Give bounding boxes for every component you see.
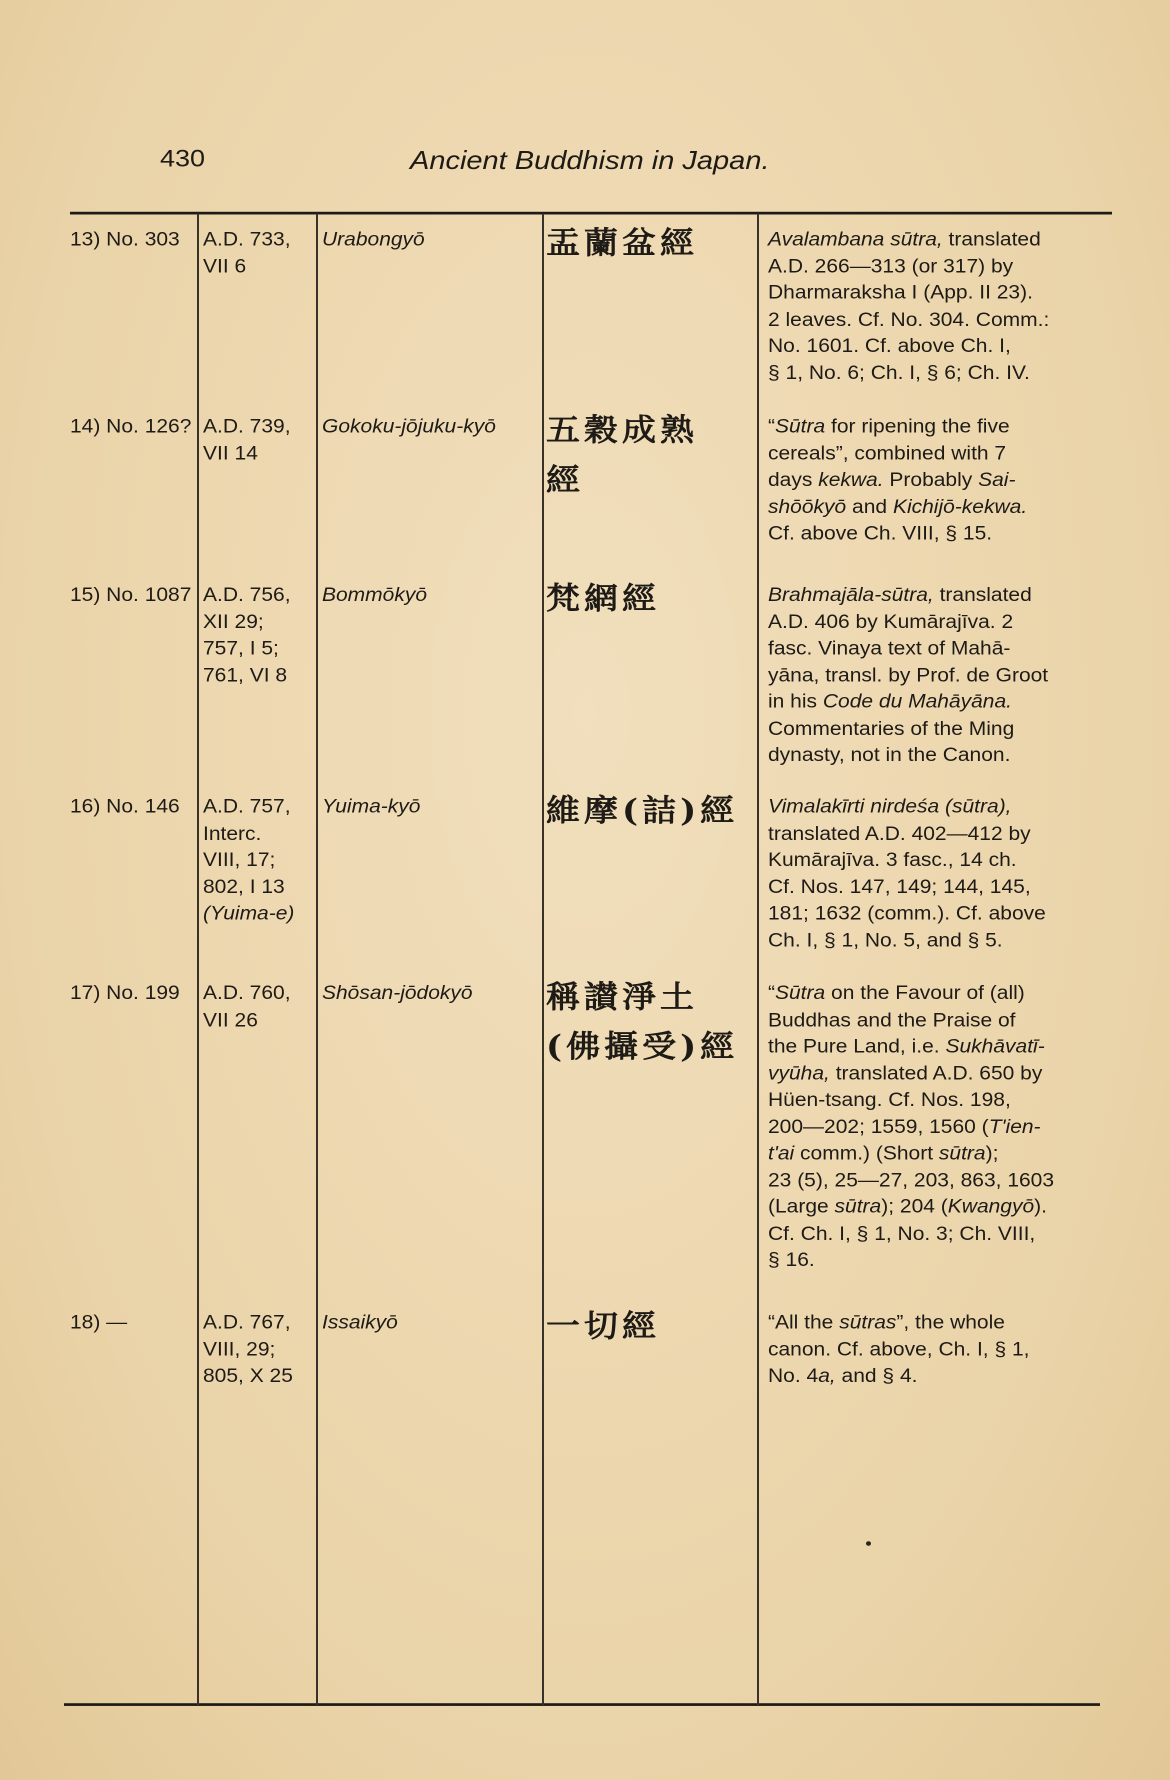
description-line (768, 1247, 1113, 1274)
kanji-line: 稱讃淨土 (546, 979, 698, 1016)
description-line (768, 927, 1113, 954)
description-line (768, 253, 1113, 280)
kanji-line: (佛攝受)經 (546, 1028, 739, 1066)
date-line: Interc. (203, 823, 262, 844)
description-line (768, 1007, 1113, 1034)
sutra-description (768, 794, 1113, 954)
date-line: 757, I 5; (203, 638, 279, 659)
text-run: canon. Cf. above, Ch. I, § 1, (768, 1338, 1030, 1360)
description-line (768, 1087, 1113, 1114)
text-run: Hüen-tsang. Cf. Nos. 198, (768, 1089, 1011, 1111)
sutra-name: Bommōkyō (322, 584, 428, 606)
date-line: VIII, 17; (203, 849, 276, 871)
page-number: 430 (160, 144, 206, 172)
table-bottom-rule (64, 1703, 1100, 1706)
text-run: 23 (5), 25—27, 203, 863, 1603 (768, 1169, 1055, 1191)
description-line (768, 1060, 1113, 1087)
text-run: translated A.D. 650 by (829, 1062, 1043, 1084)
column-rule (316, 214, 318, 1705)
text-run: 2 leaves. Cf. No. 304. Comm.: (768, 309, 1050, 330)
text-run: ); (985, 1143, 999, 1164)
description-line (768, 494, 1113, 521)
kanji-line: 五穀成熟 (546, 412, 698, 449)
kanji-line: 經 (546, 462, 584, 499)
date-line: 805, X 25 (203, 1365, 293, 1387)
description-line (768, 689, 1113, 716)
date-line: A.D. 733, (203, 228, 291, 250)
description-line (768, 1194, 1113, 1221)
description-line (768, 306, 1113, 333)
sutra-kanji (546, 973, 756, 1073)
entry-number: 17) No. 199 (70, 982, 180, 1004)
text-run: Kichijō-kekwa. (892, 496, 1028, 518)
text-run: vyūha, (768, 1062, 830, 1084)
entry-date (203, 980, 313, 1033)
text-run: sūtras (839, 1312, 897, 1334)
text-run: No. 4 (768, 1365, 819, 1387)
description-line (768, 900, 1113, 927)
description-line (768, 1220, 1113, 1247)
text-run: cereals”, combined with 7 (768, 442, 1007, 464)
entry-date (203, 582, 313, 689)
text-run: (Large (768, 1196, 835, 1218)
description-line (768, 820, 1113, 847)
text-run: a, (818, 1365, 836, 1387)
text-run: dynasty, not in the Canon. (768, 744, 1011, 766)
sutra-description (768, 582, 1113, 769)
description-line (768, 280, 1113, 307)
description-line (768, 226, 1113, 253)
text-run: fasc. Vinaya text of Mahā- (768, 638, 1011, 659)
text-run: Code du Mahāyāna. (822, 691, 1012, 713)
date-line: A.D. 767, (203, 1312, 291, 1334)
text-run: Kwangyō (947, 1196, 1035, 1218)
entry-date (203, 1310, 313, 1390)
text-run: on the Favour of (all) (825, 982, 1025, 1004)
speck (866, 1541, 871, 1546)
description-line (768, 1310, 1113, 1337)
text-run: ). (1034, 1196, 1047, 1218)
description-line (768, 662, 1113, 689)
sutra-kanji (546, 406, 756, 506)
date-line: VIII, 29; (203, 1338, 276, 1360)
sutra-kanji (546, 219, 756, 269)
date-line: VII 26 (203, 1009, 258, 1031)
date-line: A.D. 757, (203, 796, 291, 818)
text-run: translated A.D. 402—412 by (768, 823, 1031, 844)
description-line (768, 582, 1113, 609)
text-run: for ripening the five (825, 416, 1010, 438)
text-run: in his (768, 691, 823, 713)
column-rule (542, 214, 544, 1705)
sutra-name: Shōsan-jōdokyō (322, 982, 473, 1004)
text-run: 200—202; 1559, 1560 ( (768, 1116, 989, 1138)
text-run: Cf. above Ch. VIII, § 15. (768, 523, 993, 544)
text-run: sūtra (834, 1196, 882, 1218)
entry-number: 16) No. 146 (70, 796, 180, 818)
sutra-kanji (546, 1302, 756, 1352)
text-run: kekwa. (818, 469, 884, 491)
description-line (768, 1140, 1113, 1167)
description-line (768, 715, 1113, 742)
text-run: Sūtra (775, 982, 826, 1004)
text-run: T'ien- (988, 1116, 1041, 1138)
text-run: shōōkyō (768, 496, 847, 518)
text-run: No. 1601. Cf. above Ch. I, (768, 335, 1011, 357)
entry-number: 15) No. 1087 (70, 584, 192, 606)
text-run: yāna, transl. by Prof. de Groot (768, 664, 1049, 686)
entry-date (203, 414, 313, 467)
entry-number: 13) No. 303 (70, 228, 180, 250)
description-line (768, 794, 1113, 821)
description-line (768, 520, 1113, 547)
date-line: 761, VI 8 (203, 664, 288, 686)
column-rule (197, 214, 199, 1705)
text-run: and (846, 496, 893, 518)
entry-number: 18) — (70, 1312, 128, 1334)
date-line: 802, I 13 (203, 876, 285, 898)
text-run: Kumārajīva. 3 fasc., 14 ch. (768, 849, 1017, 871)
text-run: Sūtra (775, 416, 826, 438)
description-line (768, 742, 1113, 769)
text-run: “ (768, 416, 775, 438)
text-run: Dharmaraksha I (App. II 23). (768, 282, 1033, 304)
text-run: and § 4. (835, 1365, 918, 1387)
text-run: “All the (768, 1312, 840, 1334)
date-line: A.D. 739, (203, 416, 291, 438)
sutra-description (768, 1310, 1113, 1390)
text-run: translated (942, 228, 1041, 250)
sutra-kanji (546, 575, 756, 625)
text-run: § 16. (768, 1249, 815, 1271)
entry-date (203, 794, 313, 927)
sutra-name: Gokoku-jōjuku-kyō (322, 416, 496, 438)
sutra-name: Urabongyō (322, 228, 425, 250)
text-run: A.D. 406 by Kumārajīva. 2 (768, 611, 1014, 633)
text-run: Buddhas and the Praise of (768, 1009, 1016, 1031)
text-run: days (768, 469, 819, 491)
description-line (768, 635, 1113, 662)
text-run: ); 204 ( (881, 1196, 948, 1218)
kanji-line: 梵網經 (546, 581, 660, 618)
date-line: VII 6 (203, 255, 247, 277)
text-run: Probably (883, 469, 979, 491)
text-run: ”, the whole (896, 1312, 1005, 1334)
sutra-name: Issaikyō (322, 1312, 398, 1334)
kanji-line: 維摩(詰)經 (546, 792, 739, 829)
sutra-kanji (546, 786, 756, 836)
text-run: Sai- (978, 469, 1016, 491)
text-run: Ch. I, § 1, No. 5, and § 5. (768, 929, 1003, 951)
date-line: A.D. 756, (203, 584, 291, 606)
text-run: translated (933, 584, 1032, 606)
description-line (768, 1336, 1113, 1363)
running-title: Ancient Buddhism in Japan. (410, 146, 770, 176)
sutra-description (768, 414, 1113, 547)
table-top-rule (70, 212, 1112, 215)
kanji-line: 盂蘭盆經 (546, 225, 698, 262)
date-line: VII 14 (203, 442, 258, 464)
description-line (768, 847, 1113, 874)
text-run: Vimalakīrti nirdeśa (sūtra), (768, 796, 1012, 818)
text-run: Cf. Nos. 147, 149; 144, 145, (768, 876, 1031, 898)
text-run: “ (768, 982, 775, 1004)
description-line (768, 1167, 1113, 1194)
description-line (768, 609, 1113, 636)
text-run: § 1, No. 6; Ch. I, § 6; Ch. IV. (768, 362, 1030, 384)
text-run: comm.) (Short (794, 1143, 939, 1164)
text-run: t'ai (768, 1143, 795, 1164)
kanji-line: 一切經 (546, 1308, 660, 1345)
description-line (768, 333, 1113, 360)
text-run: A.D. 266—313 (or 317) by (768, 255, 1014, 277)
description-line (768, 440, 1113, 467)
sutra-name: Yuima-kyō (322, 796, 421, 818)
column-rule (757, 214, 759, 1705)
text-run: Commentaries of the Ming (768, 718, 1015, 739)
sutra-description (768, 980, 1113, 1274)
text-run: Brahmajāla-sūtra, (768, 584, 934, 606)
description-line (768, 1114, 1113, 1141)
date-line: A.D. 760, (203, 982, 291, 1004)
text-run: Avalambana sūtra, (768, 228, 943, 250)
text-run: 181; 1632 (comm.). Cf. above (768, 903, 1046, 925)
date-line: XII 29; (203, 611, 264, 633)
description-line (768, 414, 1113, 441)
entry-date (203, 226, 313, 279)
text-run: Cf. Ch. I, § 1, No. 3; Ch. VIII, (768, 1223, 1036, 1244)
entry-number: 14) No. 126? (70, 416, 192, 438)
description-line (768, 874, 1113, 901)
text-run: Sukhāvatī- (945, 1036, 1045, 1058)
description-line (768, 980, 1113, 1007)
sutra-description (768, 226, 1113, 386)
description-line (768, 467, 1113, 494)
description-line (768, 360, 1113, 387)
date-line: (Yuima-e) (203, 903, 295, 925)
description-line (768, 1363, 1113, 1390)
text-run: sūtra (938, 1143, 986, 1164)
description-line (768, 1034, 1113, 1061)
text-run: the Pure Land, i.e. (768, 1036, 946, 1058)
